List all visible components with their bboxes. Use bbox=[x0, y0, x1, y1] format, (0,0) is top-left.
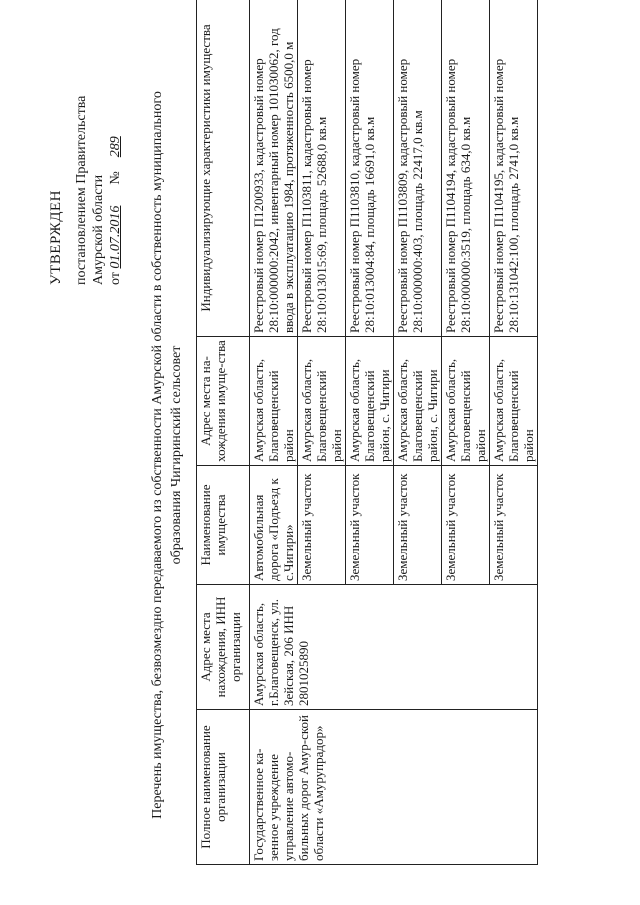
item-cell: Земельный участок bbox=[394, 466, 442, 585]
approval-heading: УТВЕРЖДЕН bbox=[48, 190, 64, 285]
details-cell: Реестровый номер П1103811, кадастровый номер 28:10:013015:69, площадь 52688,0 кв.м bbox=[298, 0, 346, 337]
header-item-name: Наименование имущества bbox=[197, 466, 250, 585]
approval-date-line bbox=[107, 96, 124, 285]
header-org-address: Адрес места нахождения, ИНН организации bbox=[197, 585, 250, 710]
header-item-details: Индивидуализирующие характеристики имущества bbox=[197, 0, 250, 337]
org-name-cell: Государственное ка-зенное учреждение управление автомо-бильных дорог Амур-ской области «Амурупрадор» bbox=[250, 710, 538, 865]
item-cell: Земельный участок bbox=[298, 466, 346, 585]
date-prefix: от bbox=[108, 272, 123, 285]
table-row bbox=[250, 0, 298, 865]
details-cell: Реестровый номер П1104194, кадастровый номер 28:10:000000:3519, площадь 634,0 кв.м bbox=[442, 0, 490, 337]
approval-line-2: Амурской области bbox=[91, 174, 106, 285]
title-line-1: Перечень имущества, безвозмездно передаваемого из собственности Амурской области в собственность муниципального bbox=[150, 91, 165, 819]
item-cell: Земельный участок bbox=[442, 466, 490, 585]
approval-number: 289 bbox=[108, 136, 123, 158]
table-header-row bbox=[197, 0, 250, 865]
document-title bbox=[148, 45, 186, 865]
org-address-cell: Амурская область, г.Благовещенск, ул. Зейская, 206 ИНН 2801025890 bbox=[250, 585, 538, 710]
details-cell: Реестровый номер П1200933, кадастровый номер 28:10:000000:2042, инвентарный номер 101030062, год ввода в эксплуатацию 1984, протяженность 6500,0 м bbox=[250, 0, 298, 337]
number-prefix: № bbox=[108, 171, 123, 185]
header-item-location: Адрес места на-хождения имуще-ства bbox=[197, 337, 250, 466]
approval-date: 01.07.2016 bbox=[108, 205, 123, 269]
location-cell: Амурская область, Благовещенский район bbox=[442, 337, 490, 466]
location-cell: Амурская область, Благовещенский район bbox=[298, 337, 346, 466]
location-cell: Амурская область, Благовещенский район bbox=[250, 337, 298, 466]
details-cell: Реестровый номер П1104195, кадастровый номер 28:10:131042:100, площадь 2741,0 кв.м bbox=[490, 0, 538, 337]
approval-stamp bbox=[48, 96, 124, 285]
location-cell: Амурская область, Благовещенский район, с. Чигири bbox=[394, 337, 442, 466]
details-cell: Реестровый номер П1103809, кадастровый номер 28:10:000000:403, площадь 22417,0 кв.м bbox=[394, 0, 442, 337]
header-org-name: Полное наименование организации bbox=[197, 710, 250, 865]
location-cell: Амурская область, Благовещенский район bbox=[490, 337, 538, 466]
details-cell: Реестровый номер П1103810, кадастровый номер 28:10:013004:84, площадь 16691,0 кв.м bbox=[346, 0, 394, 337]
approval-line-1: постановлением Правительства bbox=[74, 95, 89, 285]
item-cell: Земельный участок bbox=[490, 466, 538, 585]
property-table bbox=[196, 0, 538, 865]
title-line-2: образования Чигиринский сельсовет bbox=[169, 345, 184, 565]
location-cell: Амурская область, Благовещенский район, с. Чигири bbox=[346, 337, 394, 466]
item-cell: Земельный участок bbox=[346, 466, 394, 585]
item-cell: Автомобильная дорога «Подъезд к с.Чигири» bbox=[250, 466, 298, 585]
